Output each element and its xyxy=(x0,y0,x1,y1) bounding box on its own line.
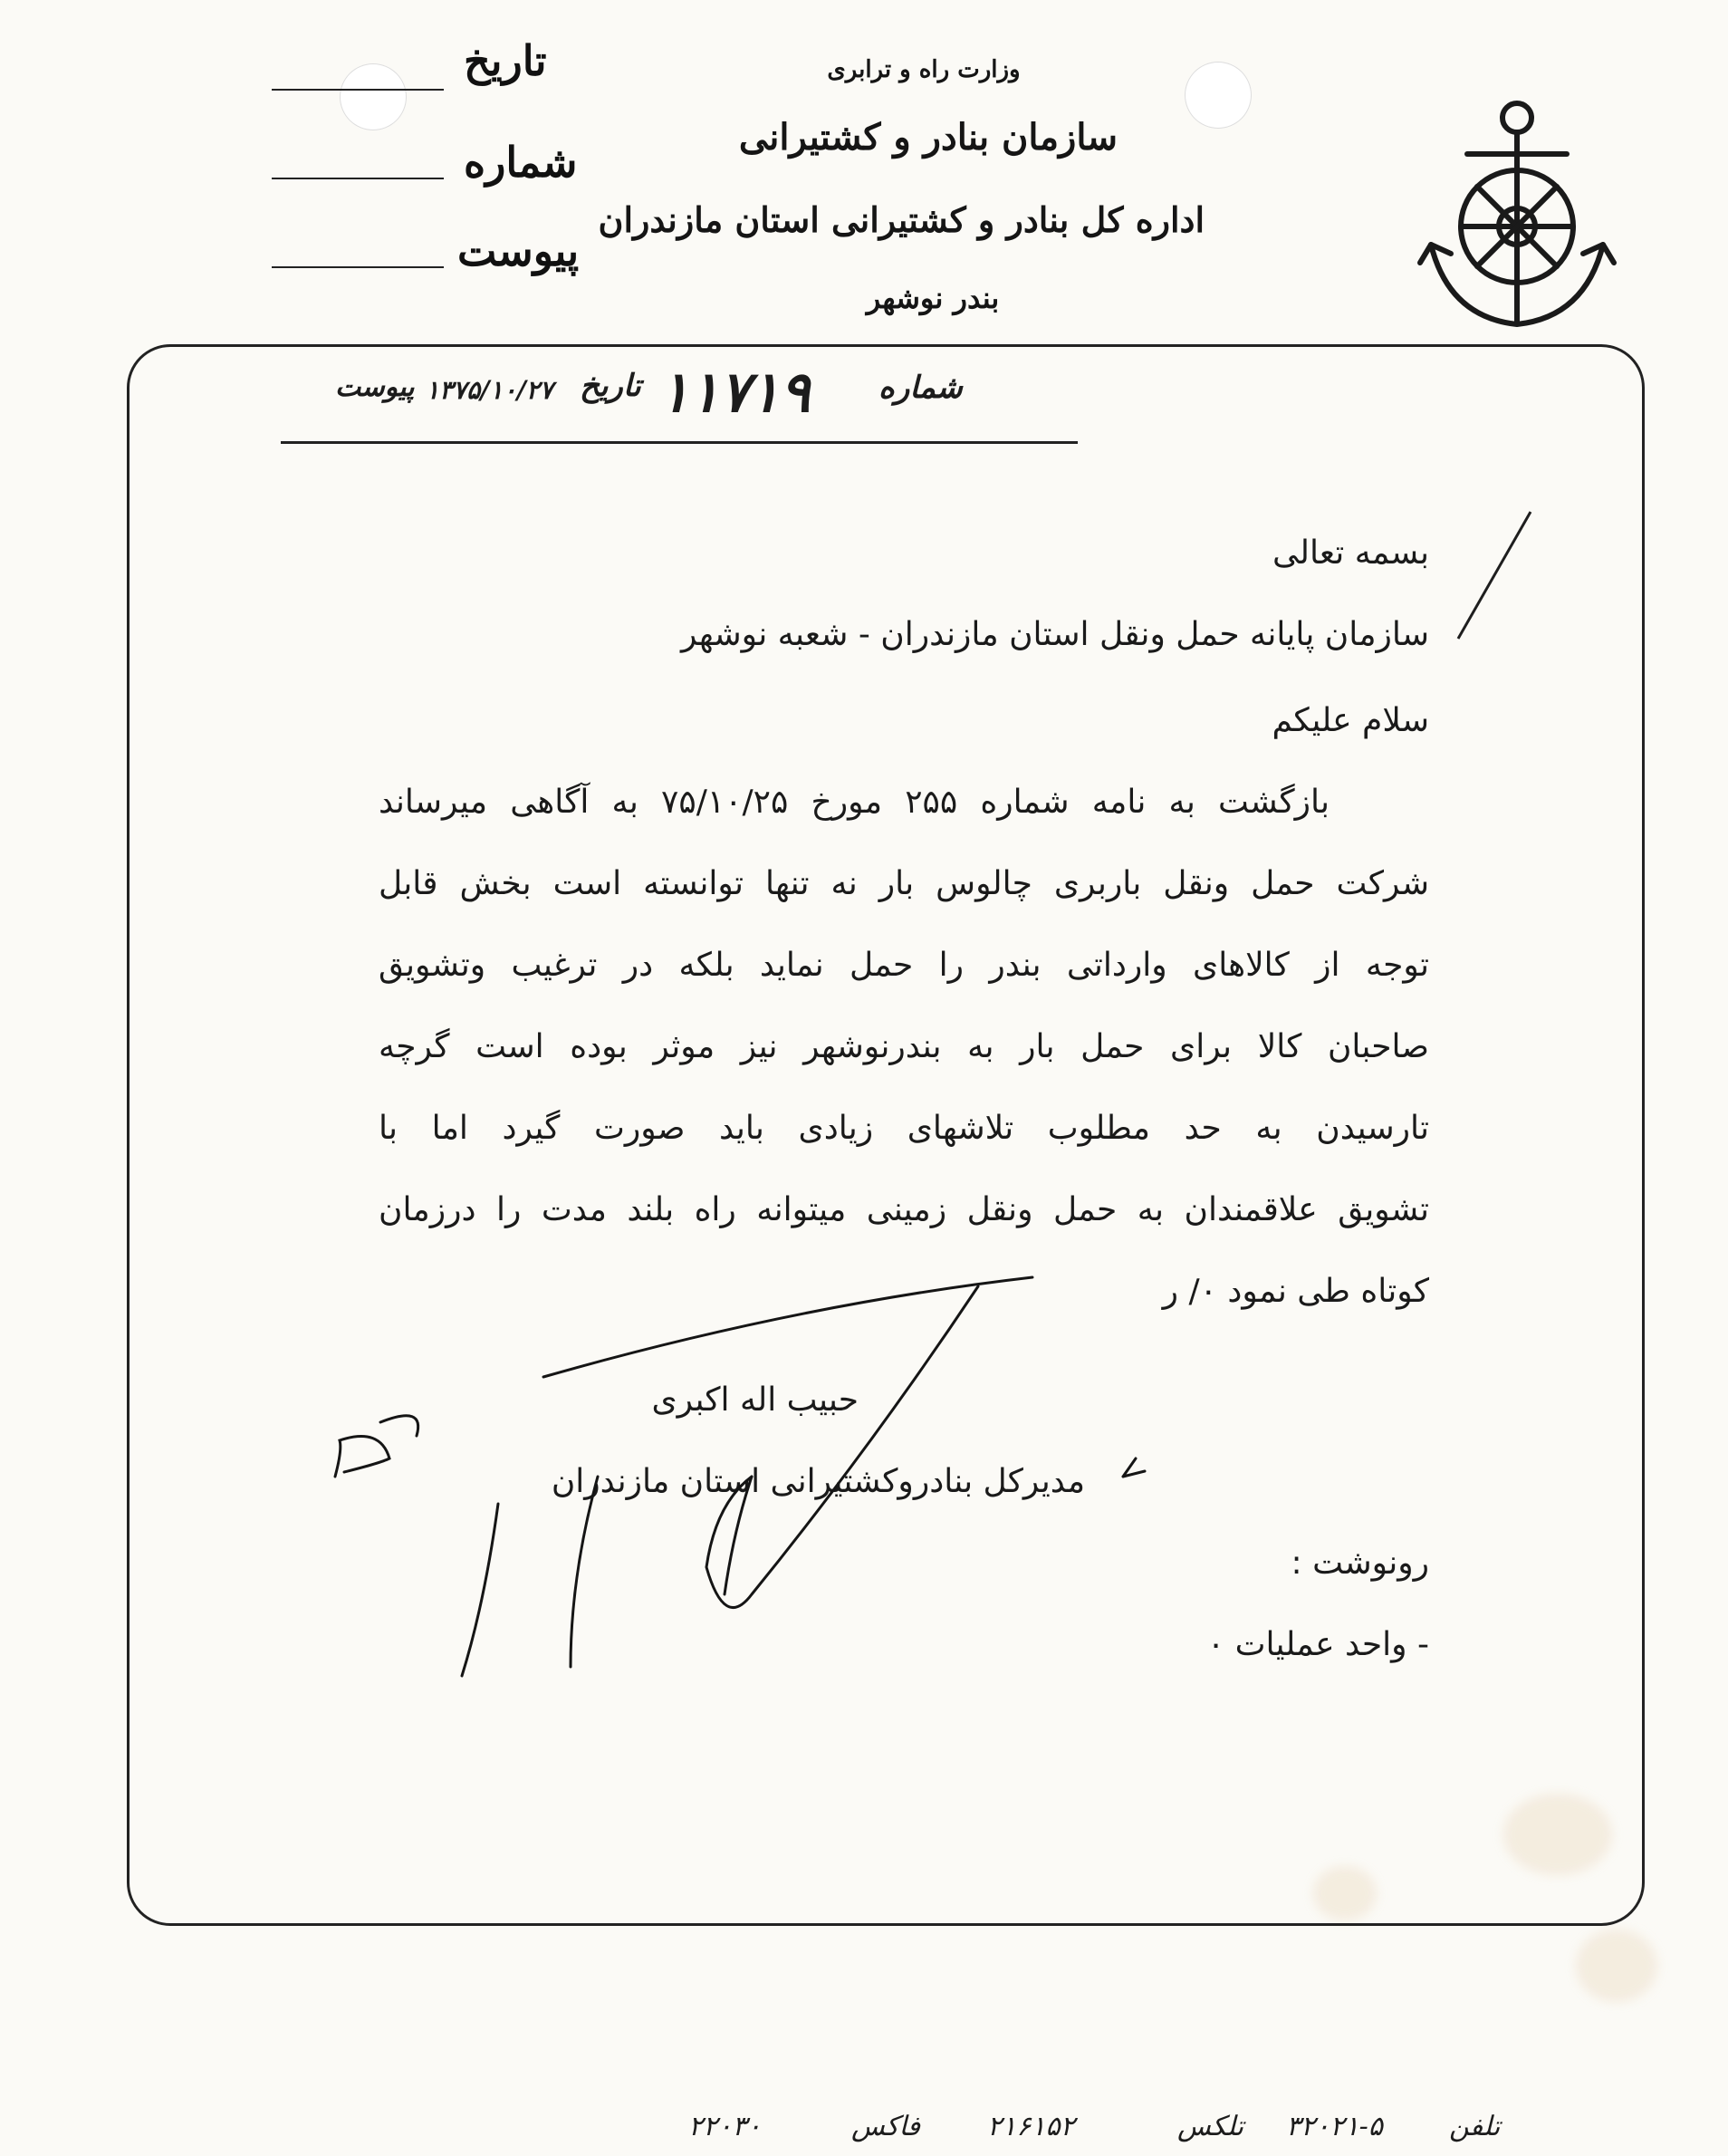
attachment-field-line xyxy=(272,266,444,268)
reference-date-label: تاریخ xyxy=(580,368,641,404)
paragraph-line: توجه از کالاهای وارداتی بندر را حمل نماید بلکه در ترغیب وتشویق xyxy=(379,947,1429,984)
reference-number-value: ۱۱۷۱۹ xyxy=(659,359,811,425)
footer-telex-label: تلکس xyxy=(1177,2111,1244,2142)
letter-recipient: سازمان پایانه حمل ونقل استان مازندران - شعبه نوشهر xyxy=(681,616,1429,653)
port-name: بندر نوشهر xyxy=(866,281,1000,315)
paragraph-line: بازگشت به نامه شماره ۲۵۵ مورخ ۷۵/۱۰/۲۵ به آگاهی میرساند xyxy=(379,784,1330,821)
organization-name: سازمان بنادر و کشتیرانی xyxy=(738,116,1118,159)
paragraph-line: شرکت حمل ونقل باربری چالوس بار نه تنها توانسته است بخش قابل xyxy=(379,865,1429,902)
letter-greeting: سلام علیکم xyxy=(1272,702,1429,739)
punch-hole xyxy=(1185,62,1252,129)
footer-phone-value: ۳۲۰۲۱-۵ xyxy=(1286,2111,1383,2142)
punch-hole xyxy=(340,63,407,130)
handwritten-signature xyxy=(326,1268,1186,1739)
footer-telex-value: ۲۱۶۱۵۲ xyxy=(987,2111,1075,2142)
ministry-name: وزارت راه و ترابری xyxy=(827,56,1021,83)
number-field-line xyxy=(272,178,444,179)
reference-number-label: شماره xyxy=(878,370,963,406)
paragraph-line: تشویق علاقمندان به حمل ونقل زمینی میتوانه راه بلند مدت را درزمان xyxy=(379,1191,1429,1228)
reference-attachment-label: پیوست xyxy=(335,371,415,403)
footer-phone-label: تلفن xyxy=(1449,2111,1501,2142)
date-field-line xyxy=(272,89,444,91)
footer-fax-value: ۲۲۰۳۰ xyxy=(688,2111,762,2142)
signatory-name: حبیب اله اکبری xyxy=(651,1381,859,1419)
directorate-name: اداره کل بنادر و کشتیرانی استان مازندران xyxy=(598,199,1205,240)
cc-item: - واحد عملیات ۰ xyxy=(1206,1626,1429,1663)
anchor-wheel-logo xyxy=(1413,91,1621,335)
letter-invocation: بسمه تعالی xyxy=(1272,534,1429,572)
paper-stain xyxy=(1576,1930,1657,2002)
reference-date-value: ۱۳۷۵/۱۰/۲۷ xyxy=(426,375,553,405)
date-field-label: تاریخ xyxy=(464,36,547,85)
footer-fax-label: فاکس xyxy=(851,2111,921,2142)
number-field-label: شماره xyxy=(464,138,578,187)
margin-stroke-mark xyxy=(1449,507,1540,643)
attachment-field-label: پیوست xyxy=(457,226,580,275)
paragraph-line: صاحبان کالا برای حمل بار به بندرنوشهر نیز موثر بوده است گرچه xyxy=(379,1028,1429,1065)
paragraph-line: تارسیدن به حد مطلوب تلاشهای زیادی باید صورت گیرد اما با xyxy=(379,1110,1429,1147)
cc-label: رونوشت : xyxy=(1291,1545,1429,1582)
signatory-title: مدیرکل بنادروکشتیرانی استان مازندران xyxy=(551,1463,1085,1500)
paragraph-line: کوتاه طی نمود ۰/ ر xyxy=(1162,1273,1429,1310)
